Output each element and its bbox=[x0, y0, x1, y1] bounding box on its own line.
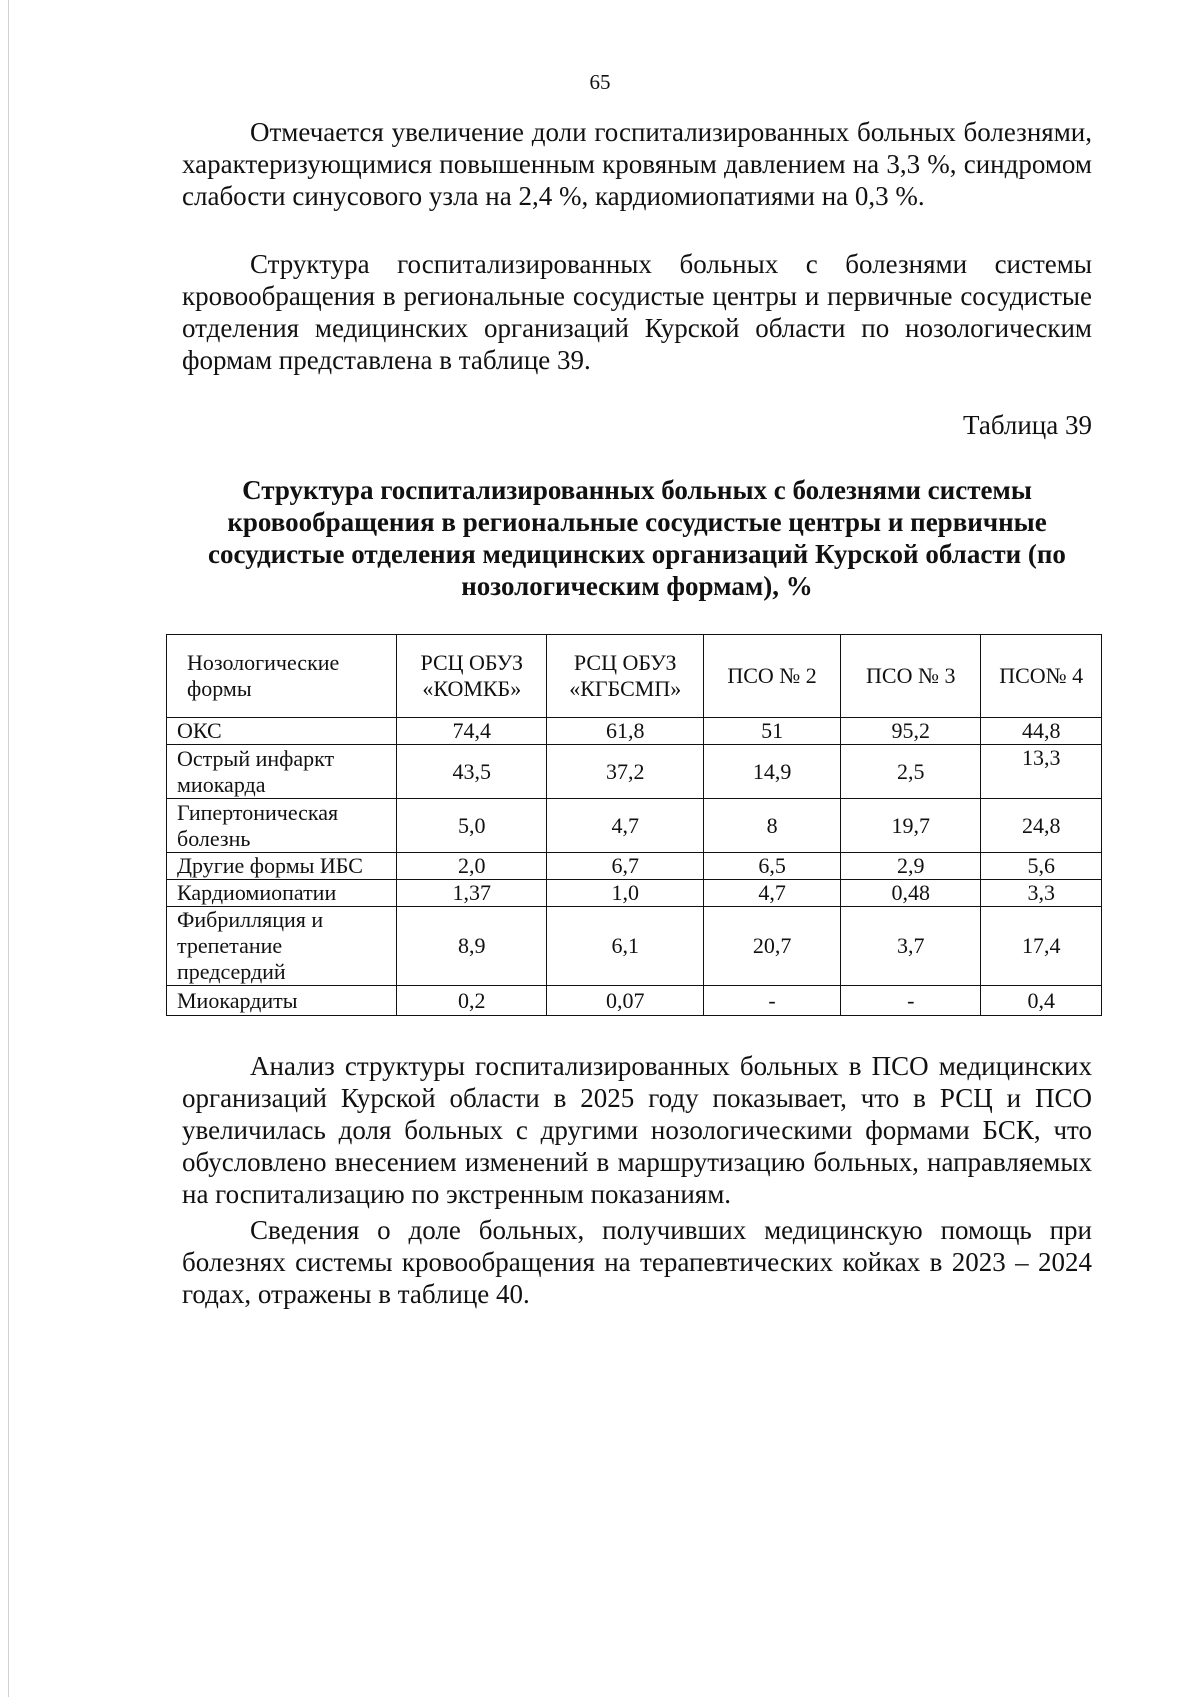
table-cell: 0,48 bbox=[841, 880, 981, 907]
table-row bbox=[167, 986, 1102, 1016]
row-label: Фибрилляция и трепетание предсердий bbox=[167, 907, 397, 986]
column-header: РСЦ ОБУЗ «КГБСМП» bbox=[547, 635, 704, 718]
paragraph-structure-intro: Структура госпитализированных больных с болезнями системы кровообращения в региональные сосудистые центры и первичные сосудистые отделения медицинских организаций Курской области по нозологическим формам представлена в таблице 39. bbox=[182, 249, 1092, 375]
column-header: ПСО№ 4 bbox=[981, 635, 1102, 718]
table-cell: - bbox=[841, 986, 981, 1016]
table-cell: 1,0 bbox=[547, 880, 704, 907]
table-cell: 44,8 bbox=[981, 718, 1102, 745]
paragraph-analysis: Анализ структуры госпитализированных больных в ПСО медицинских организаций Курской области в 2025 году показывает, что в РСЦ и ПСО увеличилась доля больных с другими нозологическими формами БСК, что обусловлено внесением изменений в маршрутизацию больных, направляемых на госпитализацию по экстренным показаниям. bbox=[182, 1051, 1092, 1209]
paragraph-hospitalization-increase: Отмечается увеличение доли госпитализированных больных болезнями, характеризующимися повышенным кровяным давлением на 3,3 %, синдромом слабости синусового узла на 2,4 %, кардиомиопатиями на 0,3 %. bbox=[182, 117, 1092, 211]
table-cell: 8 bbox=[704, 799, 841, 853]
table-row bbox=[167, 718, 1102, 745]
table-cell: 61,8 bbox=[547, 718, 704, 745]
table-cell: 20,7 bbox=[704, 907, 841, 986]
table-cell: 51 bbox=[704, 718, 841, 745]
table-cell: 37,2 bbox=[547, 745, 704, 799]
table-cell: 5,6 bbox=[981, 853, 1102, 880]
table-header-row bbox=[167, 635, 1102, 718]
table-cell: 13,3 bbox=[981, 745, 1102, 799]
row-label: Кардиомиопатии bbox=[167, 880, 397, 907]
column-header: ПСО № 2 bbox=[704, 635, 841, 718]
table-title: Структура госпитализированных больных с болезнями системы кровообращения в региональные сосудистые центры и первичные сосудистые отделения медицинских организаций Курской области (по нозологическим формам), % bbox=[208, 475, 1066, 601]
table-cell: 0,4 bbox=[981, 986, 1102, 1016]
table-row bbox=[167, 799, 1102, 853]
table-cell: 14,9 bbox=[704, 745, 841, 799]
table-cell: 5,0 bbox=[397, 799, 547, 853]
table-cell: 95,2 bbox=[841, 718, 981, 745]
row-label: Острый инфаркт миокарда bbox=[167, 745, 397, 799]
table-cell: 74,4 bbox=[397, 718, 547, 745]
table-cell: 3,7 bbox=[841, 907, 981, 986]
row-label: ОКС bbox=[167, 718, 397, 745]
table-cell: 24,8 bbox=[981, 799, 1102, 853]
table-cell: 6,7 bbox=[547, 853, 704, 880]
table-cell: 19,7 bbox=[841, 799, 981, 853]
row-label: Гипертоническая болезнь bbox=[167, 799, 397, 853]
column-header: ПСО № 3 bbox=[841, 635, 981, 718]
column-header: Нозологические формы bbox=[167, 635, 397, 718]
table-cell: - bbox=[704, 986, 841, 1016]
scan-edge-line bbox=[8, 0, 9, 1697]
table-label: Таблица 39 bbox=[963, 410, 1092, 440]
page-number: 65 bbox=[589, 70, 611, 94]
table-cell: 2,5 bbox=[841, 745, 981, 799]
table-cell: 0,07 bbox=[547, 986, 704, 1016]
table-cell: 2,9 bbox=[841, 853, 981, 880]
table-cell: 6,1 bbox=[547, 907, 704, 986]
table-cell: 3,3 bbox=[981, 880, 1102, 907]
table-row bbox=[167, 745, 1102, 799]
table-row bbox=[167, 880, 1102, 907]
table-cell: 4,7 bbox=[547, 799, 704, 853]
table-cell: 6,5 bbox=[704, 853, 841, 880]
table-row bbox=[167, 853, 1102, 880]
nosology-table bbox=[166, 634, 1102, 1016]
table-row bbox=[167, 907, 1102, 986]
column-header: РСЦ ОБУЗ «КОМКБ» bbox=[397, 635, 547, 718]
table-cell: 8,9 bbox=[397, 907, 547, 986]
table-cell: 0,2 bbox=[397, 986, 547, 1016]
table-cell: 17,4 bbox=[981, 907, 1102, 986]
paragraph-table-40-reference: Сведения о доле больных, получивших медицинскую помощь при болезнях системы кровообращения на терапевтических койках в 2023 – 2024 годах, отражены в таблице 40. bbox=[182, 1215, 1092, 1309]
table-cell: 1,37 bbox=[397, 880, 547, 907]
row-label: Миокардиты bbox=[167, 986, 397, 1016]
table-cell: 43,5 bbox=[397, 745, 547, 799]
table-cell: 4,7 bbox=[704, 880, 841, 907]
table-cell: 2,0 bbox=[397, 853, 547, 880]
row-label: Другие формы ИБС bbox=[167, 853, 397, 880]
